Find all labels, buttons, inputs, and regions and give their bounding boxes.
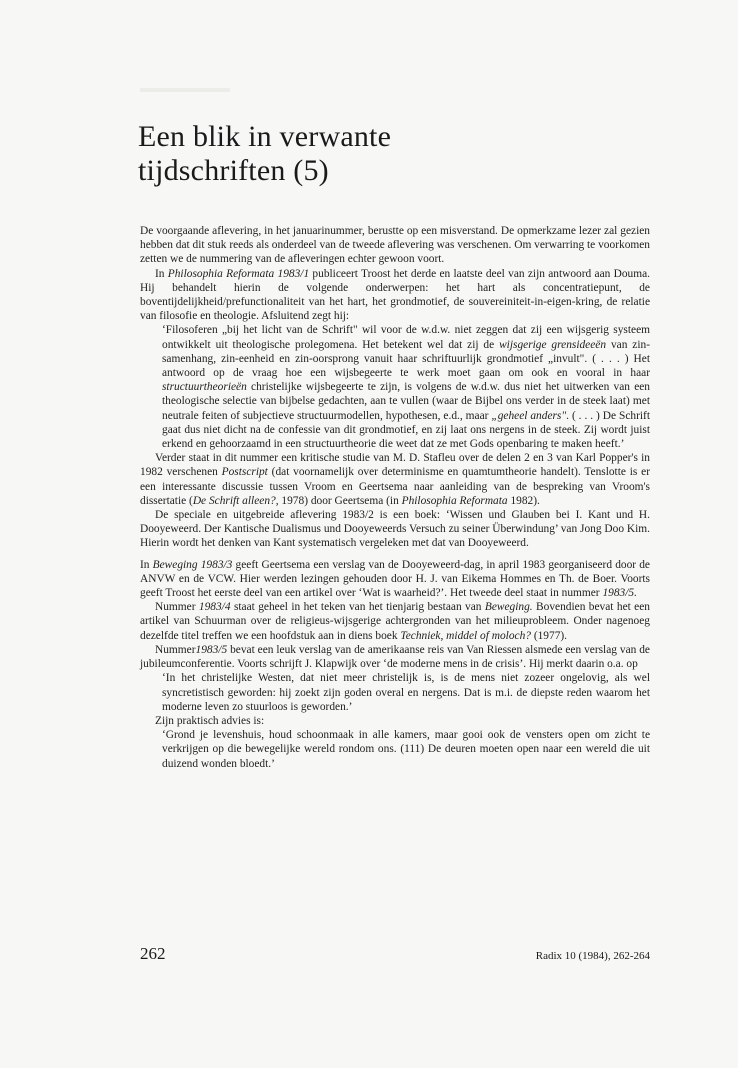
title-line-2: tijdschriften (5) [138,154,329,187]
text-run: van zin-samenhang, zin-eenheid en zin-oorsprong vanuit haar schriftuurlijk grondmotief „invult". ( . . . ) Het antwoord op de vraag hoe een wijsbegeerte te werk moet gaan om ook en vooral in haar [162,338,650,380]
book-title: De Schrift alleen?, [192,494,279,507]
journal-title: Philosophia Reformata [401,494,508,507]
emphasis: wijsgerige grensideeën [499,338,607,351]
paragraph-3 [140,451,650,508]
journal-title: Beweging. [484,601,533,614]
emphasis: structuurtheorieën [162,381,247,394]
paragraph-1: De voorgaande aflevering, in het januarinummer, berustte op een misverstand. De opmerkzame lezer zal gezien hebben dat dit stuk reeds als onderdeel van de tweede aflevering was verschenen. Om verwarring te voorkomen zetten we de nummering van de afleveringen echter gewoon voort. [140,225,650,266]
page-number: 262 [140,944,166,963]
book-title: Postscript [221,466,268,479]
text-run: publiceert Troost het derde en laatste deel van zijn antwoord aan Douma. Hij behandelt hierin de volgende onderwerpen: het hart als concentratiepunt, de boventijdelijkheid/prefunctionaliteit van het hart, het grondmotief, de souvereiniteit-in-eigen-kring, de relatie van filosofie en theologie. Afsluitend zegt hij: [140,267,650,323]
quote-2: ‘In het christelijke Westen, dat niet meer christelijk is, is de mens niet zozeer ongelovig, als wel syncretistisch geworden: hij zoekt zijn goden overal en nergens. Dat is m.i. de diepste reden waarom het moderne leven zo stuurloos is geworden.’ [162,672,650,713]
text-run: Nummer [155,643,196,656]
paragraph-2 [140,267,650,324]
issue-number: 1983/5. [602,587,637,600]
journal-citation: Radix 10 (1984), 262-264 [535,950,650,962]
text-run: geeft Geertsema een verslag van de Dooyeweerd-dag, in april 1983 georganiseerd door de ANVW en de VCW. Hier werden lezingen gehouden door H. J. van Eikema Hommes en Th. de Boer. Voorts geeft Troost het eerste deel van een artikel over ‘Wat is waarheid?’. Het tweede deel staat in nummer [140,558,650,600]
faint-header-mark [140,88,230,92]
text-run: In [140,558,153,571]
text-run: 1978) door Geertsema (in [278,494,402,507]
journal-title: Philosophia Reformata 1983/1 [167,267,310,280]
quote-1 [162,323,650,451]
quote-3: ‘Grond je levenshuis, houd schoonmaak in alle kamers, maar gooi ook de vensters open om zicht te verkrijgen op die bewegelijke wereld rondom ons. (111) De deuren moeten open naar een wereld die uit duizend wonden bloedt.’ [162,729,650,770]
text-run: (dat voornamelijk over determinisme en quamtumtheorie handelt). Tenslotte is er een interessante discussie tussen Vroom en Geertsema naar aanleiding van de bespreking van Vroom's dissertatie ( [140,466,650,507]
text-run: staat geheel in het teken van het tienjarig bestaan van [230,601,485,614]
text-run: ‘Filosoferen „bij het licht van de Schrift" wil voor de w.d.w. niet zeggen dat zij een wijsgerig systeem ontwikkelt uit theologische prolegomena. Het betekent wel dat zij de [162,324,650,351]
article-title [138,120,618,188]
journal-title: Beweging 1983/3 [152,558,233,571]
text-run: bevat een leuk verslag van de amerikaanse reis van Van Riessen alsmede een verslag van de jubileumconferentie. Voorts schrijft J. Klapwijk over ‘de moderne mens in de crisis’. Hij merkt daarin o.a. op [140,643,650,671]
paragraph-7 [140,643,650,671]
paragraph-4: De speciale en uitgebreide aflevering 1983/2 is een boek: ‘Wissen und Glauben bei I. Kant und H. Dooyeweerd. Der Kantische Dualismus und Dooyeweerds Versuch zu seiner Überwindung’ van Jong Doo Kim. Hierin wordt het denken van Kant systematisch vergeleken met dat van Dooyeweerd. [140,509,650,550]
text-run: Bovendien bevat het een artikel van Schuurman over de religieus-wijsgerige achtergronden van het milieuprobleem. Onder nagenoeg dezelfde titel treffen we een hoofdstuk aan in diens boek [140,601,650,642]
title-line-1: Een blik in verwante [138,120,392,153]
text-run: (1977). [530,629,568,642]
article-body [140,224,650,771]
paragraph-8: Zijn praktisch advies is: [155,714,265,727]
paragraph-6 [140,600,650,643]
text-run: Nummer [155,601,199,614]
emphasis: „geheel anders" [491,409,567,422]
text-run: christelijke wijsbegeerte te zijn, is volgens de w.d.w. dus niet het uitwerken van een theologische selectie van bijbelse gedachten, aan te vullen (waar de Bijbel ons verder in de steek laat) met neutrale feiten of subjectieve structuurmodellen, hypothesen, e.d., maar [162,381,650,422]
text-run: Verder staat in dit nummer een kritische studie van M. D. Stafleu over de delen 2 en 3 van Karl Popper's in 1982 verschenen [140,452,650,479]
issue-number: 1983/5 [195,643,228,656]
paragraph-5 [140,558,650,601]
text-run: 1982). [507,494,540,507]
text-run: . ( . . . ) De Schrift gaat dus niet dicht na de confessie van dit grondmotief, en zij laat ons nergens in de steek. Zij wordt juist erkend en gehoorzaamd in een structuurtheorie die weet dat ze met Gods openbaring te maken heeft.’ [162,409,650,451]
book-title: Techniek, middel of moloch? [400,629,531,642]
issue-number: 1983/4 [198,601,231,614]
text-run: In [155,267,168,280]
